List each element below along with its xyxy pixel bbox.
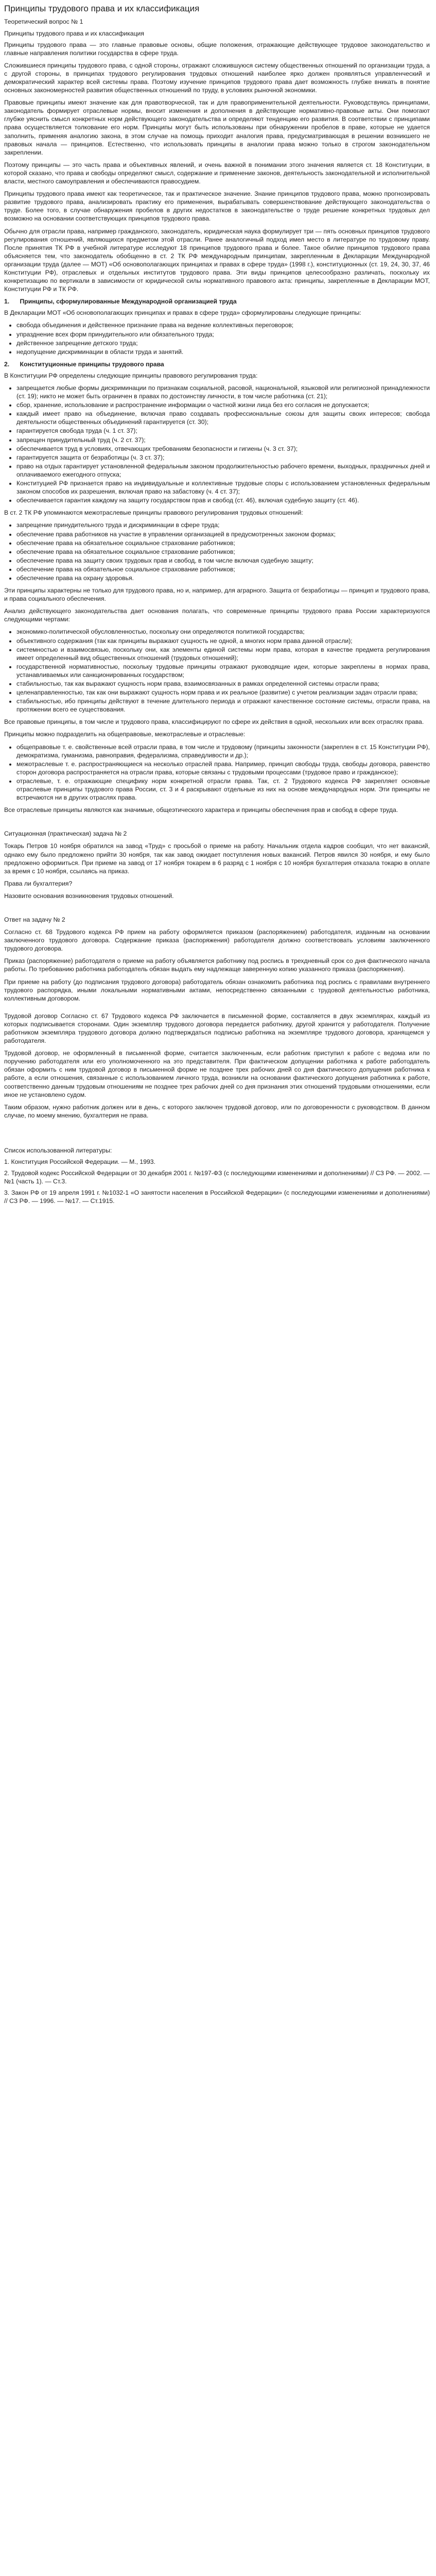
paragraph: Согласно ст. 68 Трудового кодекса РФ прием на работу оформляется приказом (распоряжением) работодателя, изданным на основании заключенного трудового договора. Содержание приказа (распоряжения) работодателя должно соответствовать условиям заключенного трудового договора. [4,928,430,953]
reference-item: 2. Трудовой кодекс Российской Федерации от 30 декабря 2001 г. №197-ФЗ (с последующими изменениями и дополнениями) // СЗ РФ. — 2002. — №1 (часть 1). — Ст.3. [4,1170,430,1185]
list-item: • стабильностью, ибо принципы действуют в течение длительного периода и отражают качественное состояние системы, отрасли права, на протяжении всего ее существования. [16,697,430,714]
list-item: • обеспечение права на защиту своих трудовых прав и свобод, в том числе включая судебную защиту; [16,556,430,565]
task-text: Токарь Петров 10 ноября обратился на завод «Труд» с просьбой о приеме на работу. Начальник отдела кадров сообщил, что нет вакансий, однако ему было предложено прийти 30 ноября, так как завод ожидает поступления новых вакансий. Петров явился 30 ноября, и ему было предложено оформиться. При приеме на завод от 17 ноября токарем в 6 разряд с 1 ноября с 10 ноября бухгалтерия отказала токарю в оплате за время с 10 ноября, ссылаясь на приказ. [4,842,430,875]
list-item: • отраслевые, т. е. отражающие специфику норм конкретной отрасли права. Так, ст. 2 Трудового кодекса РФ закрепляет основные отраслевые принципы трудового права России, ст. 3 и 4 раскрывают отдельные из них на основе международных норм. Эти принципы не встречаются ни в других отраслях права. [16,777,430,802]
heading-number: 1. [4,298,10,306]
list-item: • Конституцией РФ признается право на индивидуальные и коллективные трудовые споры с использованием установленных федеральным законом способов их разрешения, включая право на забастовку (ч. 4 ст. 37); [16,479,430,496]
list-item: • обеспечение права на охрану здоровья. [16,574,430,582]
list-item: • право на отдых гарантирует установленной федеральным законом продолжительностью рабочего времени, выходных, праздничных дней и оплачиваемого ежегодного отпуска; [16,462,430,479]
paragraph: Обычно для отрасли права, например гражданского, законодатель, юридическая наука формулирует три — пять основных принципов трудового регулирования отношений, являющихся предметом этой отрасли. Ранее аналогичный подход имел место в литературе по трудовому праву. После принятия ТК РФ в учебной литературе исследуют 18 принципов трудового права и более. Такое обилие принципов трудового права объясняется тем, что законодатель обобщенно в ст. 2 ТК РФ международным принципам, закрепленным в Декларации Международной организации труда (далее — МОТ) «Об основополагающих принципах и правах в сфере труда» (1998 г.), конституционных (ст. 19, 24, 30, 37, 46 Конституции РФ), отраслевых и отдельных институтов трудового права. Эти виды принципов целесообразно различать, поскольку их конкретизацию по вертикали в зависимости от юридической силы нормативного правового акта: принципы, закрепленные в Декларации МОТ, Конституции РФ и ТК РФ. [4,227,430,293]
paragraph: В Конституции РФ определены следующие принципы правового регулирования труда: [4,371,258,379]
heading-text: Конституционные принципы трудового права [20,360,164,368]
paragraph: Анализ действующего законодательства дает основания полагать, что современные принципы трудового права России характеризуются следующими чертами: [4,607,430,623]
paragraph: В ст. 2 ТК РФ упоминаются межотраслевые принципы правового регулирования трудовых отношений: [4,509,303,517]
list-item: • государственной нормативностью, поскольку трудовые принципы отражают руководящие идеи, которые закреплены в нормах права, устанавливаемых или санкционированных государством; [16,663,430,679]
paragraph: Трудовой договор Согласно ст. 67 Трудового кодекса РФ заключается в письменной форме, составляется в двух экземплярах, каждый из которых подписывается сторонами. Один экземпляр трудового договора передается работнику, другой хранится у работодателя. Получение работником экземпляра трудового договора должно подтверждаться подписью работника на экземпляре трудового договора, хранящемся у работодателя. [4,1012,430,1045]
paragraph: Принципы трудового права — это главные правовые основы, общие положения, отражающие действующее трудовое законодательство и главные направления политики государства в сфере труда. [4,41,430,57]
list-item: • свобода объединения и действенное признание права на ведение коллективных переговоров; [16,321,430,329]
list-item: • гарантируется защита от безработицы (ч. 3 ст. 37); [16,453,430,462]
paragraph: Все правовые принципы, в том числе и трудового права, классифицируют по сфере их действия в одной, нескольких или всех отраслях права. [4,718,424,726]
task-heading: Ситуационная (практическая) задача № 2 [4,830,127,838]
paragraph: Приказ (распоряжение) работодателя о приеме на работу объявляется работнику под роспись в трехдневный срок со дня фактического начала работы. По требованию работника работодатель обязан выдать ему надлежаще заверенную копию указанного приказа (распоряжения). [4,957,430,973]
task-section [4,829,430,900]
spacer [4,904,430,916]
list-item: • упразднение всех форм принудительного или обязательного труда; [16,330,430,338]
paragraph: При приеме на работу (до подписания трудового договора) работодатель обязан ознакомить работника под роспись с правилами внутреннего трудового распорядка, иными локальными нормативными актами, непосредственно связанными с трудовой деятельностью работника, коллективным договором. [4,978,430,1002]
reference-item: 1. Конституция Российской Федерации. — М., 1993. [4,1158,155,1166]
references-heading: Список использованной литературы: [4,1146,112,1154]
list-item: • запрещение принудительного труда и дискриминации в сфере труда; [16,521,430,529]
list-item: • целенаправленностью, так как они выражают сущность норм права и их реальное (развитие) с учетом реализации задач отрасли права; [16,688,430,697]
list-item: • запрещается любые формы дискриминации по признакам социальной, расовой, национальной, языковой или религиозной принадлежности (ст. 19); никто не может быть ограничен в правах по достоинству личности, в том числе работника (ст. 21); [16,384,430,400]
mot-principles-list [4,321,430,355]
constitution-principles-list [4,384,430,504]
page-title: Принципы трудового права и их классификация [4,4,200,13]
section-heading: Принципы трудового права и их классификация [4,29,144,37]
list-item: • обеспечение права работников на участие в управлении организацией в предусмотренных законом формах; [16,530,430,538]
heading-text: Принципы, сформулированные Международной организацией труда [20,298,237,306]
reference-item: 3. Закон РФ от 19 апреля 1991 г. №1032-1 «О занятости населения в Российской Федерации» (с последующими изменениями и дополнениями) // СЗ РФ. — 1996. — №17. — Ст.1915. [4,1189,430,1205]
task-question: Назовите основания возникновения трудовых отношений. [4,892,174,900]
paragraph: Таким образом, нужно работник должен или в день, с которого заключен трудовой договор, или по договоренности с руководством. В данном случае, по моему мнению, бухгалтерия не права. [4,1103,430,1119]
paragraph: Принципы можно подразделить на общеправовые, межотраслевые и отраслевые: [4,731,246,738]
subtitle: Теоретический вопрос № 1 [4,18,83,26]
paragraph: Правовые принципы имеют значение как для правотворческой, так и для правоприменительной деятельности. Руководствуясь принципами, законодатель формирует отраслевые нормы, вносит изменения и дополнения в действующие нормативно-правовые акты. Они помогают глубже уяснить смысл конкретных норм действующего законодательства и определяют тенденцию его развития. В соответствии с принципами права осуществляется толкование его норм. Принципы могут быть использованы при обнаружении пробелов в праве, которые не удается заполнить, применяя аналогию закона, в этом случае на помощь приходит аналогия права, предусматривающая в решении возникшего не правовых начала — принципов. Естественно, что использовать принципы в аналогии права можно только в строгом законодательном закреплении. [4,99,430,156]
spacer [4,1007,430,1012]
list-item: • обеспечение права на обязательное социальное страхование работников; [16,548,430,556]
paragraph: В Декларации МОТ «Об основополагающих принципах и правах в сфере труда» сформулированы следующие принципы: [4,309,361,317]
spacer [4,818,430,829]
spacer [4,1124,430,1135]
list-item: • действенное запрещение детского труда; [16,339,430,347]
list-item: • обеспечение права на обязательное социальное страхование работников; [16,539,430,547]
list-item: • обеспечивается гарантия каждому на защиту государством прав и свобод (ст. 46), включая судебную защиту (ст. 46). [16,496,430,504]
heading-number: 2. [4,360,10,368]
list-item: • каждый имеет право на объединение, включая право создавать профессиональные союзы для защиты своих интересов; свобода деятельности общественных объединений гарантируется (ст. 30); [16,410,430,426]
document [0,0,436,1214]
st2-principles-list [4,521,430,582]
paragraph: Сложившиеся принципы трудового права, с одной стороны, отражают сложившуюся систему общественных отношений по организации труда, а с другой стороны, в принципах трудового регулирования трудовых отношений наиболее ярко должен проявляться управленческий и демократический характер всей системы права. Поэтому изучение принципов трудового права дает возможность глубже вникать в понятие основных закономерностей развития общественных отношений по труду, в условиях рыночной экономики. [4,61,430,94]
list-item: • экономико-политической обусловленностью, поскольку они определяются политикой государства; [16,628,430,636]
answer-heading: Ответ на задачу № 2 [4,916,65,923]
task-question: Права ли бухгалтерия? [4,879,73,887]
list-item: • стабильностью, так как выражают сущность норм права, взаимосвязанных в рамках определенной системы отрасли права; [16,680,430,688]
references-section [4,1146,430,1206]
paragraph: Поэтому принципы — это часть права и объективных явлений, и очень важной в понимании этого значения является ст. 18 Конституции, в которой сказано, что права и свободы определяют смысл, содержание и применение законов, деятельность законодательной и исполнительной власти, местного самоуправления и обеспечиваются правосудием. [4,161,430,185]
list-item: • обеспечивается труд в условиях, отвечающих требованиям безопасности и гигиены (ч. 3 ст. 37); [16,445,430,453]
spacer [4,1135,430,1146]
paragraph: Трудовой договор, не оформленный в письменной форме, считается заключенным, если работник приступил к работе с ведома или по поручению работодателя или его уполномоченного на это представителя. При фактическом допущении работника к работе работодатель обязан оформить с ним трудовой договор в письменной форме не позднее трех рабочих дней со дня фактического допущения работника к работе, а если отношения, связанные с использованием личного труда, возникли на основании фактического допущения работника к работе, соответственно данным трудовым отношениям не позднее трех рабочих дней со дня признания этих отношений трудовыми отношениями, если иное не установлено судом. [4,1049,430,1098]
list-item: • межотраслевые т. е. распространяющиеся на несколько отраслей права. Например, принцип свободы труда, свободы договора, равенство сторон договора распространяется на отрасли права, которые связаны с трудовыми процессами (трудовое право и гражданское); [16,760,430,776]
intro-section [4,41,430,294]
list-item: • объективного содержания (так как принципы выражают сущность не одной, а многих норм права данной отрасли); [16,637,430,645]
list-item: • общеправовые т. е. свойственные всей отрасли права, в том числе и трудовому (принципы законности (закреплен в ст. 15 Конституции РФ), демократизма, гуманизма, равноправия, федерализма, справедливости и др.); [16,743,430,759]
list-item: • гарантируется свобода труда (ч. 1 ст. 37); [16,427,430,435]
paragraph: Все отраслевые принципы являются как значимые, общеэтического характера и принципы обеспечения прав и свобод в сфере труда. [4,806,398,814]
paragraph: Эти принципы характерны не только для трудового права, но и, например, для аграрного. Защита от безработицы — принцип и трудового права, и права социального обеспечения. [4,587,430,603]
list-item: • сбор, хранение, использование и распространение информации о частной жизни лица без его согласия не допускается; [16,401,430,409]
list-item: • недопущение дискриминации в области труда и занятий. [16,348,430,356]
paragraph: Принципы трудового права имеют как теоретическое, так и практическое значение. Знание принципов трудового права, можно прогнозировать развитие трудового права, анализировать практику его применения, вырабатывать совершенствование действующего законодательства о труде. Более того, в случае обнаружения пробелов в других недостатков в законодательстве о труде решение конкретных трудовых дел возможно на основании соответствующих принципов трудового права. [4,190,430,223]
features-list [4,628,430,714]
list-item: • системностью и взаимосвязью, поскольку они, как элементы единой системы норм права, которая в качестве предмета регулирования имеет определенный вид общественных отношений (трудовых отношений); [16,646,430,662]
classification-list [4,743,430,802]
mot-heading [4,297,430,306]
list-item: • запрещен принудительный труд (ч. 2 ст. 37); [16,436,430,444]
answer-section [4,916,430,1120]
list-item: • обеспечение права на обязательное социальное страхование работников; [16,565,430,573]
constitution-heading [4,360,430,368]
